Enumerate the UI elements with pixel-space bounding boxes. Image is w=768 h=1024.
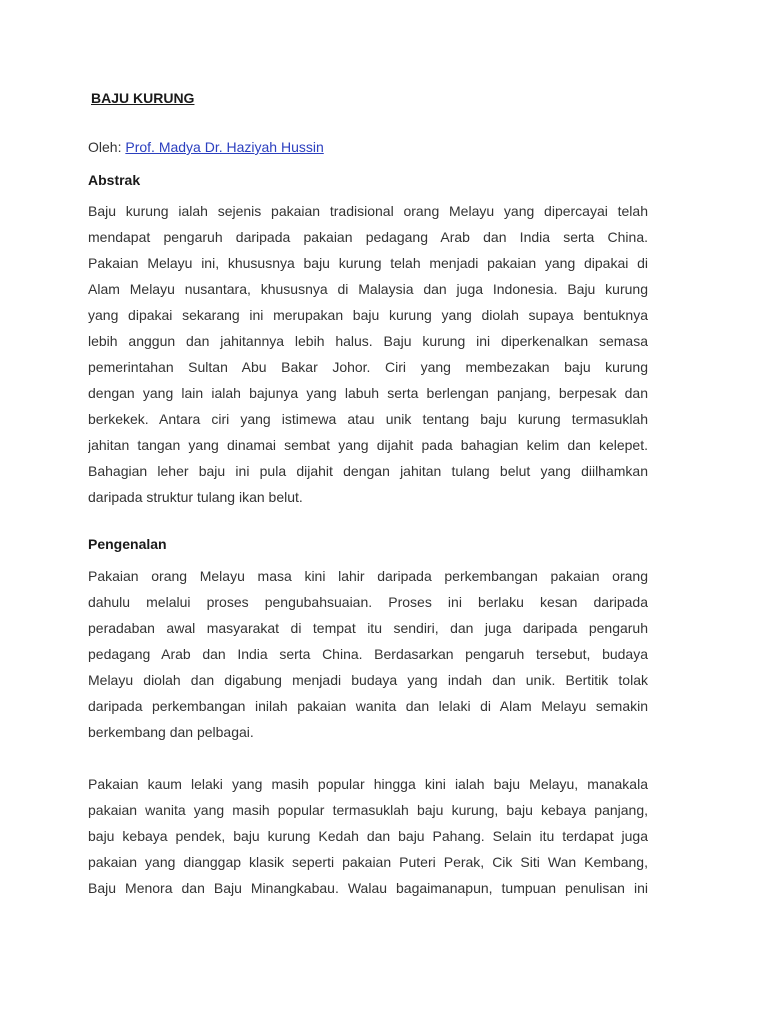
paragraph-line: pakaian wanita yang masih popular termasuklah baju kurung, baju kebaya panjang, — [88, 802, 648, 818]
paragraph-line: Bahagian leher baju ini pula dijahit dengan jahitan tulang belut yang diilhamkan — [88, 463, 648, 479]
paragraph-line: Baju Menora dan Baju Minangkabau. Walau bagaimanapun, tumpuan penulisan ini — [88, 880, 648, 896]
abstract-paragraph — [88, 198, 648, 510]
paragraph-line: Pakaian orang Melayu masa kini lahir daripada perkembangan pakaian orang — [88, 568, 648, 584]
paragraph-line: pemerintahan Sultan Abu Bakar Johor. Ciri yang membezakan baju kurung — [88, 359, 648, 375]
document-title: BAJU KURUNG — [91, 90, 195, 106]
section-heading-pengenalan: Pengenalan — [88, 536, 167, 552]
paragraph-line: peradaban awal masyarakat di tempat itu sendiri, dan juga daripada pengaruh — [88, 620, 648, 636]
paragraph-line: pedagang Arab dan India serta China. Berdasarkan pengaruh tersebut, budaya — [88, 646, 648, 662]
paragraph-line: berkekek. Antara ciri yang istimewa atau unik tentang baju kurung termasuklah — [88, 411, 648, 427]
author-link[interactable]: Prof. Madya Dr. Haziyah Hussin — [125, 139, 324, 155]
author-prefix: Oleh: — [88, 139, 126, 155]
paragraph-line: Melayu diolah dan digabung menjadi budaya yang indah dan unik. Bertitik tolak — [88, 672, 648, 688]
paragraph-line: pakaian yang dianggap klasik seperti pakaian Puteri Perak, Cik Siti Wan Kembang, — [88, 854, 648, 870]
paragraph-line: Baju kurung ialah sejenis pakaian tradisional orang Melayu yang dipercayai telah — [88, 203, 648, 219]
paragraph-line: Pakaian Melayu ini, khususnya baju kurung telah menjadi pakaian yang dipakai di — [88, 255, 648, 271]
paragraph-line: daripada perkembangan inilah pakaian wanita dan lelaki di Alam Melayu semakin — [88, 698, 648, 714]
clothing-paragraph — [88, 771, 648, 901]
paragraph-line: Alam Melayu nusantara, khususnya di Malaysia dan juga Indonesia. Baju kurung — [88, 281, 648, 297]
introduction-paragraph — [88, 563, 648, 745]
paragraph-line: mendapat pengaruh daripada pakaian pedagang Arab dan India serta China. — [88, 229, 648, 245]
paragraph-line: yang dipakai sekarang ini merupakan baju kurung yang diolah supaya bentuknya — [88, 307, 648, 323]
paragraph-line: jahitan tangan yang dinamai sembat yang dijahit pada bahagian kelim dan kelepet. — [88, 437, 648, 453]
paragraph-line: lebih anggun dan jahitannya lebih halus. Baju kurung ini diperkenalkan semasa — [88, 333, 648, 349]
paragraph-line: berkembang dan pelbagai. — [88, 724, 254, 740]
section-heading-abstrak: Abstrak — [88, 172, 141, 188]
author-line — [88, 139, 324, 155]
paragraph-line: daripada struktur tulang ikan belut. — [88, 489, 303, 505]
paragraph-line: dahulu melalui proses pengubahsuaian. Proses ini berlaku kesan daripada — [88, 594, 648, 610]
paragraph-line: baju kebaya pendek, baju kurung Kedah dan baju Pahang. Selain itu terdapat juga — [88, 828, 648, 844]
paragraph-line: dengan yang lain ialah bajunya yang labuh serta berlengan panjang, berpesak dan — [88, 385, 648, 401]
paragraph-line: Pakaian kaum lelaki yang masih popular hingga kini ialah baju Melayu, manakala — [88, 776, 648, 792]
